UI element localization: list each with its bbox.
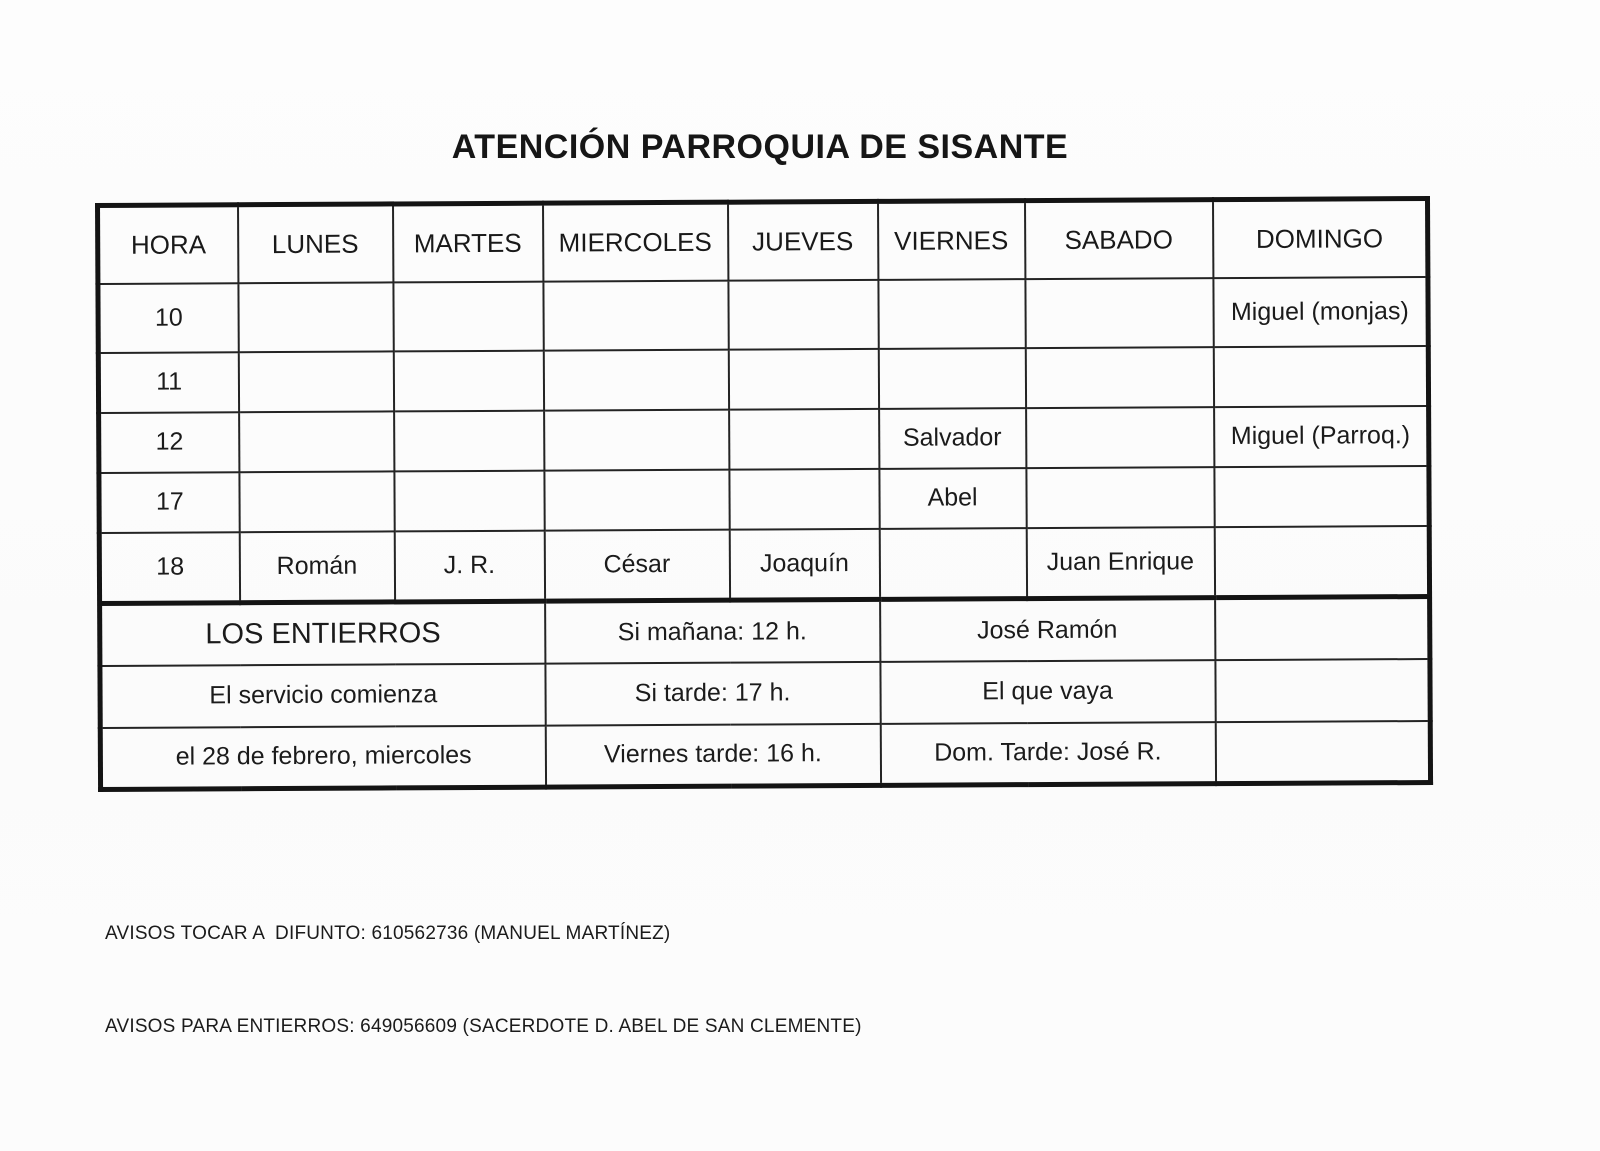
schedule-cell: [238, 282, 393, 352]
schedule-cell: [544, 469, 729, 530]
schedule-cell: [1213, 346, 1428, 407]
schedule-cell: [1214, 526, 1429, 598]
column-header-domingo: DOMINGO: [1212, 199, 1427, 278]
entierros-cell-domingo: [1215, 597, 1430, 660]
schedule-cell: [1026, 407, 1214, 468]
entierros-cell-left: el 28 de febrero, miercoles: [100, 725, 545, 789]
entierros-cell-right: El que vaya: [880, 660, 1215, 724]
schedule-table: [95, 196, 1433, 792]
footer-note-difunto: AVISOS TOCAR A DIFUNTO: 610562736 (MANUEL MARTÍNEZ): [105, 923, 671, 944]
schedule-cell: [1214, 466, 1429, 527]
schedule-cell: Salvador: [879, 408, 1026, 469]
table-row: [99, 406, 1429, 473]
page-title: ATENCIÓN PARROQUIA DE SISANTE: [451, 128, 1069, 166]
schedule-cell: [878, 348, 1025, 409]
schedule-cell: Joaquín: [729, 528, 879, 600]
time-cell: 18: [99, 532, 239, 604]
footer-note-entierros: AVISOS PARA ENTIERROS: 649056609 (SACERDOTE D. ABEL DE SAN CLEMENTE): [105, 1016, 862, 1037]
column-header-jueves: JUEVES: [728, 201, 878, 280]
entierros-cell-domingo: [1215, 659, 1430, 722]
entierros-row: [100, 597, 1430, 666]
time-cell: 10: [98, 283, 238, 353]
schedule-cell: Miguel (Parroq.): [1214, 406, 1429, 467]
entierros-cell-right: José Ramón: [880, 598, 1215, 662]
entierros-cell-right: Dom. Tarde: José R.: [880, 722, 1215, 786]
entierros-cell-domingo: [1215, 721, 1430, 784]
schedule-cell: [878, 279, 1025, 349]
schedule-cell: [728, 279, 878, 349]
schedule-cell: [238, 351, 393, 412]
schedule-cell: Juan Enrique: [1026, 527, 1214, 599]
schedule-cell: [1025, 278, 1213, 348]
schedule-cell: Román: [239, 531, 394, 603]
schedule-table-wrapper: [95, 196, 1433, 792]
time-cell: 17: [99, 472, 239, 533]
column-header-sabado: SABADO: [1025, 200, 1213, 279]
entierros-cell-middle: Si mañana: 12 h.: [545, 599, 880, 663]
schedule-cell: César: [544, 529, 729, 601]
schedule-cell: [394, 470, 544, 531]
schedule-cell: [1026, 467, 1214, 528]
time-cell: 12: [99, 412, 239, 473]
schedule-cell: [393, 281, 543, 351]
schedule-cell: [879, 528, 1026, 600]
schedule-cell: [543, 349, 728, 410]
column-header-miercoles: MIERCOLES: [543, 202, 728, 281]
schedule-cell: J. R.: [394, 530, 544, 602]
column-header-hora: HORA: [98, 205, 238, 284]
schedule-cell: [729, 408, 879, 469]
table-header-row: [98, 199, 1428, 284]
schedule-cell: [393, 350, 543, 411]
schedule-cell: [394, 410, 544, 471]
table-row: [98, 346, 1428, 413]
entierros-row: [100, 721, 1430, 790]
entierros-row: [100, 659, 1430, 728]
entierros-cell-left: LOS ENTIERROS: [100, 601, 545, 665]
time-cell: 11: [98, 352, 238, 413]
column-header-viernes: VIERNES: [878, 201, 1025, 280]
column-header-martes: MARTES: [393, 203, 543, 282]
footer-notes: [105, 856, 862, 1104]
schedule-cell: [1025, 347, 1213, 408]
schedule-cell: [729, 468, 879, 529]
entierros-cell-middle: Si tarde: 17 h.: [545, 661, 880, 725]
schedule-cell: [239, 471, 394, 532]
schedule-cell: [239, 411, 394, 472]
entierros-cell-middle: Viernes tarde: 16 h.: [545, 723, 880, 787]
schedule-cell: Abel: [879, 468, 1026, 529]
entierros-cell-left: El servicio comienza: [100, 663, 545, 727]
table-row: [99, 526, 1429, 604]
table-row: [98, 277, 1428, 353]
table-row: [99, 466, 1429, 533]
schedule-cell: Miguel (monjas): [1213, 277, 1428, 347]
column-header-lunes: LUNES: [238, 204, 393, 283]
schedule-cell: [543, 280, 728, 350]
schedule-cell: [544, 409, 729, 470]
schedule-cell: [728, 348, 878, 409]
